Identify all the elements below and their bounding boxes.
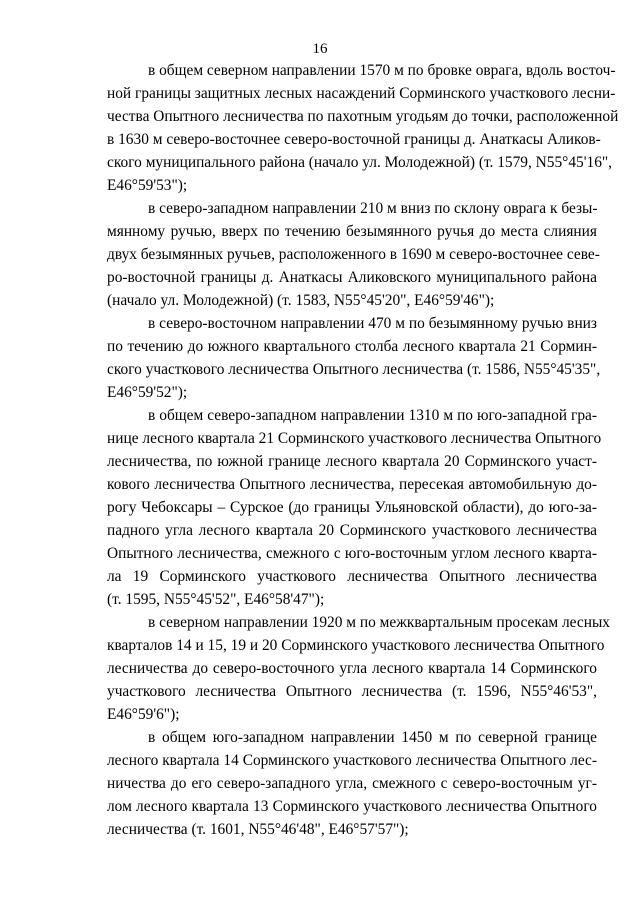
text-line: чества Опытного лесничества по пахотным угодьям до точки, расположенной	[107, 108, 619, 125]
text-line: ла 19 Сорминского участкового лесничества Опытного лесничества	[107, 568, 597, 585]
text-line: ского участкового лесничества Опытного лесничества (т. 1586, N55°45'35",	[107, 361, 601, 378]
text-line: двух безымянных ручьев, расположенного в 1690 м северо-восточнее севе-	[107, 246, 600, 263]
text-line: в общем северо-западном направлении 1310 м по юго-западной гра-	[148, 407, 597, 424]
text-line: по течению до южного квартального столба лесного квартала 21 Сормин-	[107, 338, 597, 355]
text-line: в северо-восточном направлении 470 м по безымянному ручью вниз	[148, 315, 597, 332]
text-line: рогу Чебоксары – Сурское (до границы Ульяновской области), до юго-за-	[107, 499, 597, 516]
text-line: лесничества (т. 1601, N55°46'48", E46°57'57");	[107, 821, 409, 838]
text-line: E46°59'6");	[107, 706, 180, 723]
text-line: лесничества, по южной границе лесного квартала 20 Сорминского участ-	[107, 453, 597, 470]
text-line: в 1630 м северо-восточнее северо-восточной границы д. Анаткасы Аликов-	[107, 131, 601, 148]
text-line: Опытного лесничества, смежного с юго-восточным углом лесного кварта-	[107, 545, 597, 562]
text-line: участкового лесничества Опытного лесничества (т. 1596, N55°46'53",	[107, 683, 597, 700]
text-line: падного угла лесного квартала 20 Сорминского участкового лесничества	[107, 522, 597, 539]
text-line: кварталов 14 и 15, 19 и 20 Сорминского участкового лесничества Опытного	[107, 637, 605, 654]
text-line: лесничества до северо-восточного угла лесного квартала 14 Сорминского	[107, 660, 597, 677]
text-line: (т. 1595, N55°45'52", E46°58'47");	[107, 591, 325, 608]
text-line: нице лесного квартала 21 Сорминского участкового лесничества Опытного	[107, 430, 602, 447]
text-line: в общем северном направлении 1570 м по бровке оврага, вдоль восточ-	[148, 62, 616, 79]
text-line: ничества до его северо-западного угла, смежного с северо-восточным уг-	[107, 775, 597, 792]
text-line: мянному ручью, вверх по течению безымянного ручья до места слияния	[107, 223, 597, 240]
text-line: в северо-западном направлении 210 м вниз по склону оврага к безы-	[148, 200, 598, 217]
text-line: ро-восточной границы д. Анаткасы Аликовского муниципального района	[107, 269, 597, 286]
text-line: в северном направлении 1920 м по межквартальным просекам лесных	[148, 614, 610, 631]
text-line: (начало ул. Молодежной) (т. 1583, N55°45'20", E46°59'46");	[107, 292, 495, 309]
text-line: E46°59'53");	[107, 177, 188, 194]
text-line: в общем юго-западном направлении 1450 м по северной границе	[148, 729, 597, 746]
text-line: лесного квартала 14 Сорминского участкового лесничества Опытного лес-	[107, 752, 597, 769]
page-number: 16	[312, 41, 328, 57]
text-line: ной границы защитных лесных насаждений Сорминского участкового лесни-	[107, 85, 616, 102]
text-line: кового лесничества Опытного лесничества, пересекая автомобильную до-	[107, 476, 597, 493]
text-line: лом лесного квартала 13 Сорминского участкового лесничества Опытного	[107, 798, 597, 815]
text-line: E46°59'52");	[107, 384, 188, 401]
text-line: ского муниципального района (начало ул. Молодежной) (т. 1579, N55°45'16",	[107, 154, 613, 171]
